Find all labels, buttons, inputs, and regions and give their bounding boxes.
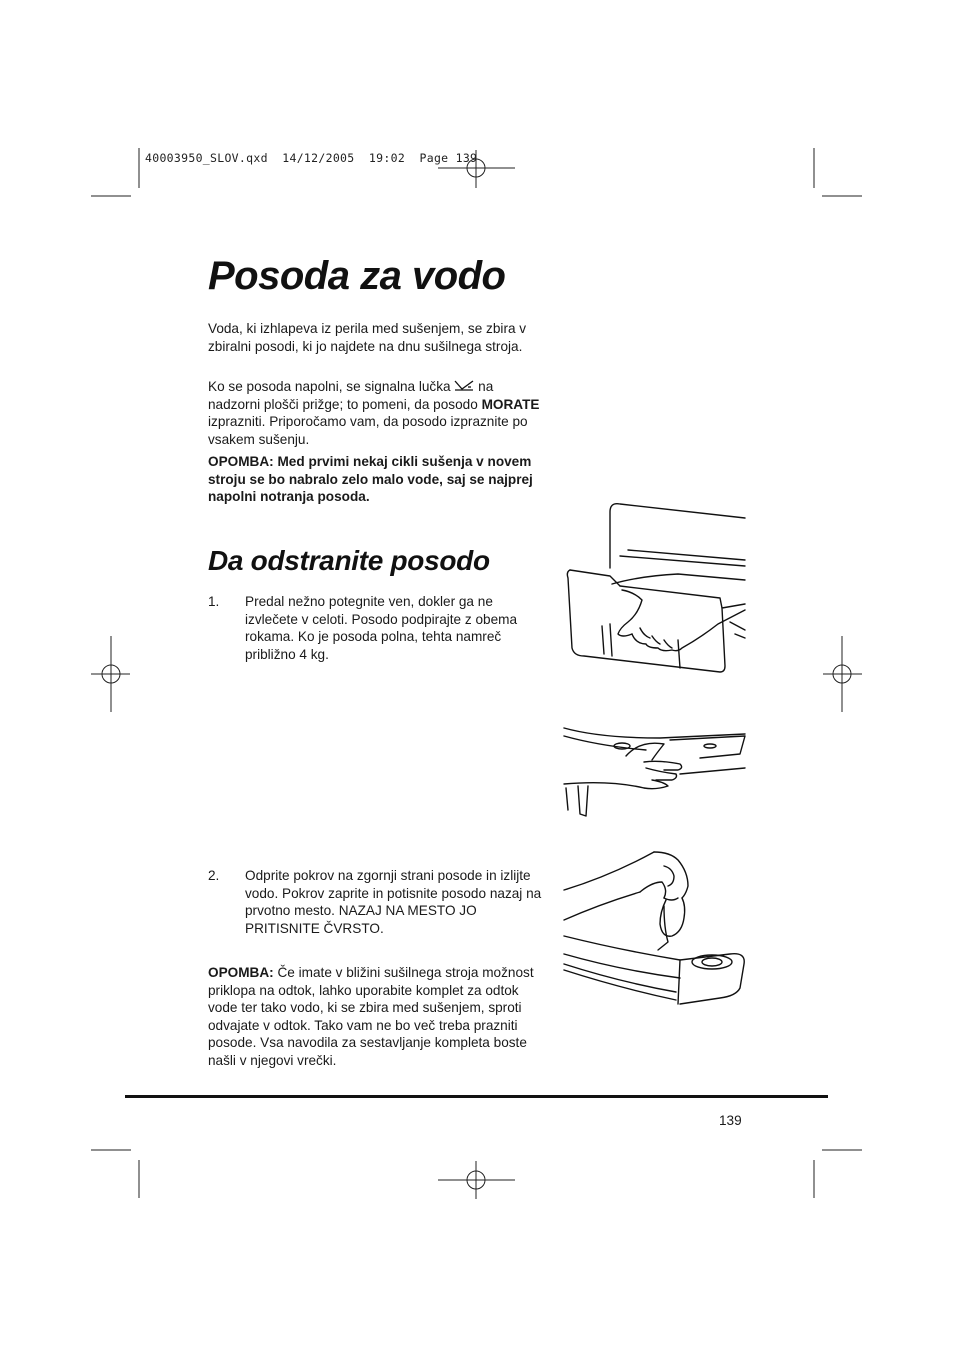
- note-text: Če imate v bližini sušilnega stroja možnost priklopa na odtok, lahko uporabite komplet za odtok vode ter tako vodo, ki se zbira med sušenjem, sproti odvajate v odtok. Tako vam ne bo več treba prazniti posode. Vsa navodila za sestavljanje kompleta boste našli v njegovi vrečki.: [208, 965, 534, 1068]
- drain-kit-note: [208, 964, 548, 1070]
- footer-rule: [125, 1095, 828, 1098]
- page-title: Posoda za vodo: [208, 254, 506, 298]
- step-1: [208, 593, 548, 665]
- registration-mark-icon: [438, 1161, 515, 1199]
- file-slug: 40003950_SLOV.qxd 14/12/2005 19:02 Page 139: [145, 151, 478, 165]
- note-label: OPOMBA:: [208, 965, 274, 980]
- step-2: [208, 867, 548, 939]
- step-text: Predal nežno potegnite ven, dokler ga ne izvlečete v celoti. Posodo podpirajte z obema rokama. Ko je posoda polna, tehta namreč približno 4 kg.: [245, 594, 518, 662]
- must-emphasis: MORATE: [481, 396, 540, 412]
- registration-mark-icon: [823, 636, 862, 712]
- signal-text-end: izprazniti. Priporočamo vam, da posodo izpraznite po vsakem sušenju.: [208, 414, 528, 447]
- page-number: 139: [719, 1113, 742, 1128]
- signal-text-start: Ko se posoda napolni, se signalna lučka: [208, 379, 455, 394]
- section-subtitle: Da odstranite posodo: [208, 545, 490, 576]
- step-text: Odprite pokrov na zgornji strani posode in izlijte vodo. Pokrov zaprite in potisnite posodo nazaj na prvotno mesto. NAZAJ NA MESTO JO PRITISNITE ČVRSTO.: [245, 868, 542, 936]
- water-container-signal-icon: [454, 379, 474, 393]
- step-number: 2.: [208, 868, 220, 883]
- registration-mark-icon: [91, 636, 130, 712]
- empty-container-illustration: [560, 846, 750, 1014]
- first-cycles-note: OPOMBA: Med prvimi nekaj cikli sušenja v novem stroju se bo nabralo zelo malo vode, saj se najprej napolni notranja posoda.: [208, 454, 533, 505]
- pull-out-container-illustration: [560, 498, 750, 676]
- carry-container-illustration: [564, 728, 745, 816]
- signal-text-middle: na nadzorni plošči prižge; to pomeni, da posodo: [208, 379, 494, 412]
- intro-paragraph: Voda, ki izhlapeva iz perila med sušenjem, se zbira v zbiralni posodi, ki jo najdete na dnu sušilnega stroja.: [208, 321, 527, 354]
- step-number: 1.: [208, 594, 220, 609]
- signal-paragraph: [208, 378, 548, 448]
